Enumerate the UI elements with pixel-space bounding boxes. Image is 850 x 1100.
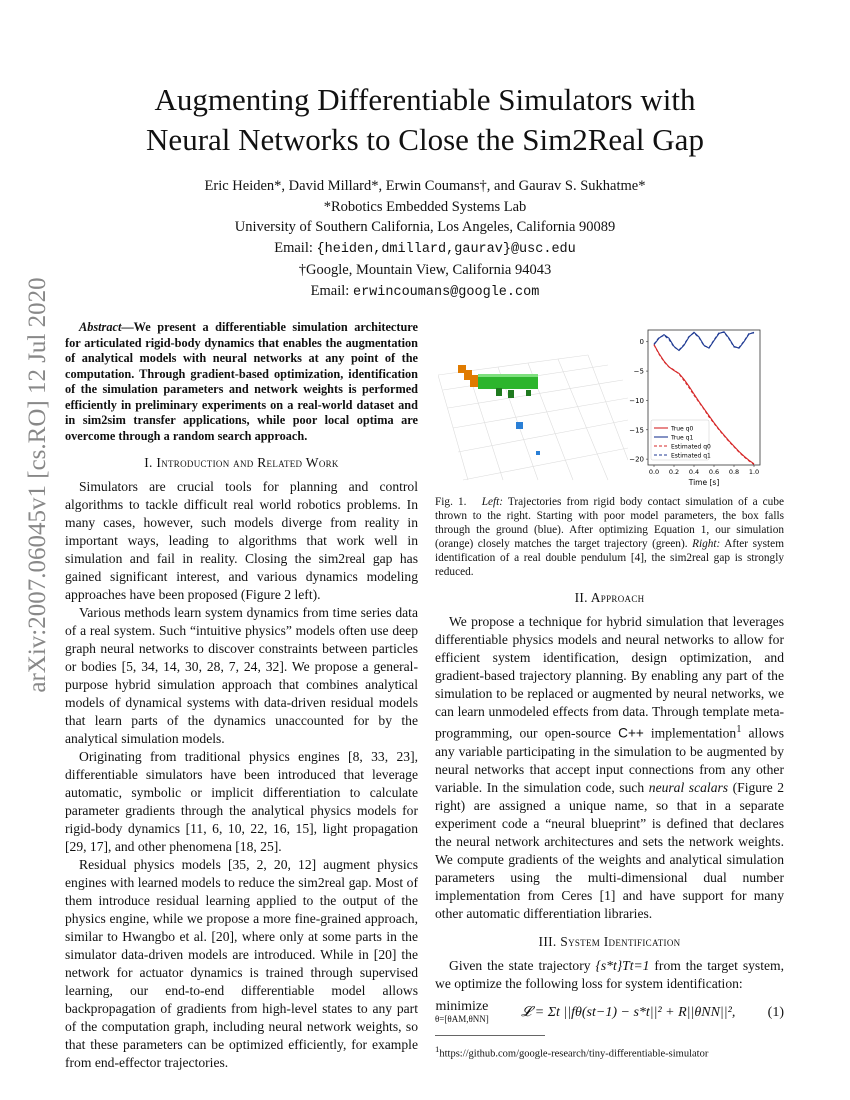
text-run: We propose a technique for hybrid simulation that leverages differentiable physics models and neural networks to allow for efficient system identification, design optimization, and gradient-based trajectory planning. By enabling any part of the simulation to be replaced or augmented by neural networks, we can learn unmodeled effects from data. Through template meta-programming, our open-source: [435, 614, 784, 741]
email-2[interactable]: erwincoumans@google.com: [352, 284, 540, 300]
y-tick-label: −15: [629, 426, 644, 435]
section-heading-3: III. System Identification: [538, 933, 681, 949]
author-block: [0, 176, 850, 303]
email-line-2: [0, 281, 850, 304]
paragraph: Residual physics models [35, 2, 20, 12] augment physics engines with learned models to reduce the sim2real gap. Most of them introduce residual learning applied to the output of the physics engine, while we propose a more fine-grained approach, similar to Hwangbo et al. [20], where only at some parts in the simulator data-driven models are introduced. While in [20] the network for actuator dynamics is trained through supervised learning, our end-to-end differentiable model allows backpropagation of gradients from high-level states to any part of the computation graph, including neural network weights, so that these parameters can be optimized efficiently, for example from end-effector trajectories.: [65, 857, 418, 1070]
arxiv-sidebar: [18, 277, 58, 693]
text-run: implementation: [643, 725, 737, 741]
cube-green-stack: [478, 375, 538, 389]
legend-label: True q0: [671, 425, 694, 433]
abstract-text: —We present a differentiable simulation architecture for articulated rigid-body dynamics that enables the augmentation of analytical models with neural networks at any point of the computation. Through gradient-based optimization, identification of the simulation parameters and network weights is performed efficiently in preliminary experiments on a real-world dataset and in sim2sim transfer applications, while poor local optima are overcome through a random search approach.: [65, 320, 418, 443]
section-heading-1: I. Introduction and Related Work: [144, 455, 339, 470]
email-label: Email:: [274, 239, 313, 256]
paper-title: [0, 80, 850, 160]
equation-operator: [435, 998, 489, 1025]
cube-green-top: [478, 374, 538, 377]
cube-green: [508, 390, 514, 398]
caption-left-label: Left:: [481, 496, 504, 508]
equation-body: 𝓛 = Σt ||fθ(st−1) − s*t||² + R||θNN||²,: [521, 1004, 736, 1020]
email-label: Email:: [310, 282, 350, 299]
footnote-rule: [435, 1035, 545, 1036]
cube-sequence: [458, 365, 540, 455]
x-axis-label: Time [s]: [688, 478, 720, 487]
cube-trajectory-figure: [438, 330, 628, 485]
cube-green: [526, 390, 531, 396]
x-tick-label: 1.0: [748, 468, 760, 476]
author-list: Eric Heiden*, David Millard*, Erwin Coumans†, and Gaurav S. Sukhatme*: [204, 178, 646, 194]
abstract-label: Abstract: [79, 320, 122, 334]
paragraph: Originating from traditional physics engines [8, 33, 23], differentiable simulators have been introduced that leverage automatic, symbolic or implicit differentiation to calculate parameter gradients through the analytical physics models for rigid-body dynamics [11, 6, 10, 22, 16, 15], light propagation [29, 17], and other phenomena [18, 25].: [65, 749, 418, 854]
paragraph: [435, 613, 784, 923]
paragraph: Simulators are crucial tools for planning and control algorithms to tackle difficult real world robotics problems. In many cases, however, such models diverge from reality in important ways, leading to algorithms that work well in simulation and fail in reality. Closing the sim2real gap has gained significant interest, and various dynamics modeling approaches have been proposed (Figure 2 left).: [65, 479, 418, 602]
x-axis-ticks: [649, 465, 759, 476]
text-run: (Figure 2 right) are assigned a unique name, so that in a separate experiment code a “neural blueprint” is defined that declares the neural network architectures and sets the network weights. We compute gradients of the weights and analytical simulation parameters using the multi-dimensional dual number implementation from Ceres [1] and have support for many other automatic differentiation libraries.: [435, 779, 784, 921]
section-heading-2: II. Approach: [574, 590, 645, 605]
caption-text-a: Trajectories from rigid body contact simulation of a cube thrown to the right. Starting with poor model parameters, the box falls through the ground (blue). After optimizing Equation 1, our simulation (orange) closely matches the target trajectory (green).: [435, 496, 784, 550]
text-run: Given the state trajectory: [449, 957, 596, 973]
x-tick-label: 0.8: [728, 468, 740, 476]
title-line-2: Neural Networks to Close the Sim2Real Gap: [146, 122, 704, 157]
y-tick-label: −5: [633, 367, 644, 376]
paragraph: Various methods learn system dynamics from time series data of a real system. Such “intuitive physics” models often use deep graph neural networks to discover constraints between particles or bodies [5, 34, 14, 30, 28, 7, 24, 32]. We propose a general-purpose hybrid simulation approach that combines analytical models of dynamical systems with data-driven residual models that learn parts of the dynamics unaccounted for by the analytical simulation models.: [65, 605, 418, 746]
email-line-1: [0, 238, 850, 261]
abstract: [65, 320, 418, 444]
cube-blue: [536, 451, 540, 455]
neural-scalars-term: neural scalars: [648, 779, 729, 795]
footnote-marker[interactable]: 1: [736, 724, 742, 735]
cube-blue: [516, 422, 523, 429]
affiliation-2: University of Southern California, Los Angeles, California 90089: [234, 219, 616, 235]
arxiv-id: arXiv:2007.06045v1 [cs.RO] 12 Jul 2020: [24, 277, 51, 693]
footnote-url[interactable]: https://github.com/google-research/tiny-differentiable-simulator: [439, 1048, 709, 1060]
equation-number: (1): [767, 1004, 784, 1020]
legend-label: Estimated q0: [671, 443, 711, 451]
figure-caption: [435, 495, 784, 579]
x-tick-label: 0.0: [648, 468, 660, 476]
plot-legend: [651, 420, 711, 460]
text-run: from the target system, we optimize the following loss for system identification:: [435, 957, 784, 991]
cpp-label: C++: [618, 725, 644, 741]
x-tick-label: 0.2: [668, 468, 680, 476]
email-1[interactable]: {heiden,dmillard,gaurav}@usc.edu: [316, 241, 576, 257]
text-run: allows any variable participating in the simulation to be augmented by neural networks that accept input connections from any other variable. In the simulation code, such: [435, 725, 785, 795]
y-tick-label: −20: [629, 455, 644, 464]
paragraph: [435, 957, 784, 993]
footnote: [435, 1040, 784, 1064]
x-tick-label: 0.6: [708, 468, 720, 476]
legend-label: True q1: [671, 434, 694, 442]
caption-text-b: After system identification of a real double pendulum [4], the sim2real gap is strongly reduced.: [435, 538, 784, 578]
affiliation-1: *Robotics Embedded Systems Lab: [323, 198, 527, 215]
x-tick-label: 0.4: [688, 468, 700, 476]
cube-orange: [470, 375, 478, 387]
left-column: [65, 320, 418, 1072]
affiliation-3: †Google, Mountain View, California 94043: [298, 262, 552, 278]
right-column: [435, 495, 784, 1063]
legend-label: Estimated q1: [671, 452, 711, 460]
minimize-label: minimize: [435, 998, 489, 1014]
trajectory-symbol: {s*t}Tt=1: [595, 957, 650, 973]
cube-green: [496, 388, 502, 396]
caption-label: Fig. 1.: [435, 496, 467, 508]
y-tick-label: −10: [629, 396, 644, 405]
y-axis-ticks: [629, 338, 648, 463]
pendulum-plot: [628, 325, 788, 490]
title-line-1: Augmenting Differentiable Simulators with: [154, 82, 696, 117]
footnote-number: 1: [435, 1043, 440, 1054]
equation-1: [435, 998, 784, 1025]
minimize-subscript: θ=[θAM,θNN]: [435, 1013, 489, 1024]
caption-right-label: Right:: [692, 538, 721, 550]
y-tick-label: 0: [639, 338, 644, 347]
